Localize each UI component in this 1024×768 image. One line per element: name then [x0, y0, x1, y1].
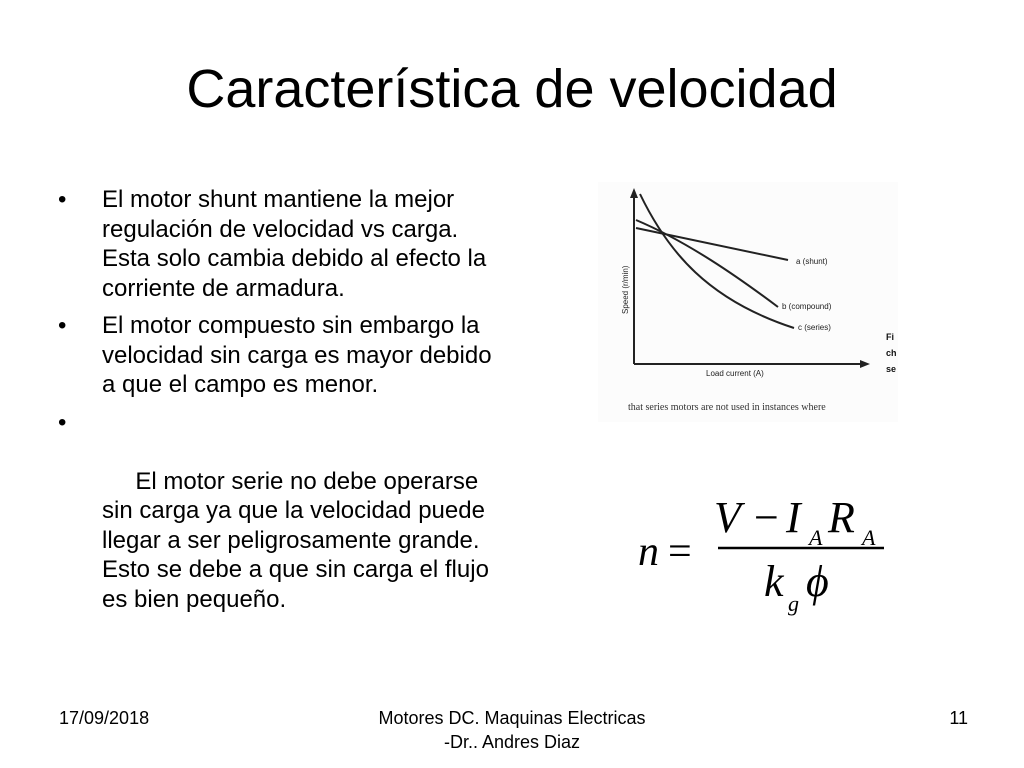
bullet-marker: • [58, 408, 67, 436]
footer-date: 17/09/2018 [59, 708, 150, 728]
speed-characteristic-figure [598, 182, 898, 422]
figure-caption: that series motors are not used in instances where [628, 402, 826, 413]
curve-label-shunt: a (shunt) [796, 257, 828, 266]
speed-curve-plot [598, 182, 898, 422]
numerator-r-subscript: A [862, 525, 876, 550]
side-text: ch [886, 348, 897, 358]
numerator-minus: − [754, 493, 779, 542]
footer-title-line-1: Motores DC. Maquinas Electricas [378, 708, 646, 728]
numerator-r: R [828, 493, 855, 542]
denominator-k: k [764, 557, 784, 606]
footer-title-line-2: -Dr.. Andres Diaz [443, 732, 581, 752]
side-text: Fi [886, 332, 894, 342]
series-curve [640, 194, 794, 328]
bullet-text: El motor compuesto sin embargo la velocidad sin carga es mayor debido a que el campo es menor. [102, 312, 492, 398]
curve-label-compound: b (compound) [782, 302, 832, 311]
denominator-k-subscript: g [788, 591, 799, 616]
formula-lhs: n [638, 529, 659, 575]
bullet-item [58, 185, 503, 303]
y-axis-label: Speed (r/min) [621, 265, 630, 314]
footer-title [352, 706, 672, 754]
bullet-list [58, 185, 503, 652]
bullet-item [58, 311, 503, 400]
bullet-item [58, 408, 503, 644]
numerator-i: I [786, 493, 801, 542]
shunt-curve [636, 228, 788, 260]
page-number: 11 [949, 708, 968, 728]
numerator-i-subscript: A [809, 525, 823, 550]
bullet-marker: • [58, 186, 67, 213]
formula-svg [630, 488, 900, 628]
numerator-v: V [714, 493, 741, 542]
y-axis-arrow [630, 188, 638, 198]
bullet-marker: • [58, 312, 67, 339]
x-axis-arrow [860, 360, 870, 368]
slide-title: Característica de velocidad [186, 59, 838, 119]
side-text: se [886, 364, 897, 374]
x-axis-label: Load current (A) [706, 369, 764, 378]
speed-formula [630, 488, 900, 628]
bullet-text: El motor serie no debe operarse sin carga ya que la velocidad puede llegar a ser peligrosamente grande. Esto se debe a que sin carga el flujo es bien pequeño. [102, 467, 496, 613]
curve-label-series: c (series) [798, 323, 831, 332]
bullet-text: El motor shunt mantiene la mejor regulación de velocidad vs carga. Esta solo cambia debido al efecto la corriente de armadura. [102, 186, 487, 302]
denominator-phi: ϕ [806, 557, 829, 606]
formula-equals: = [668, 529, 692, 575]
